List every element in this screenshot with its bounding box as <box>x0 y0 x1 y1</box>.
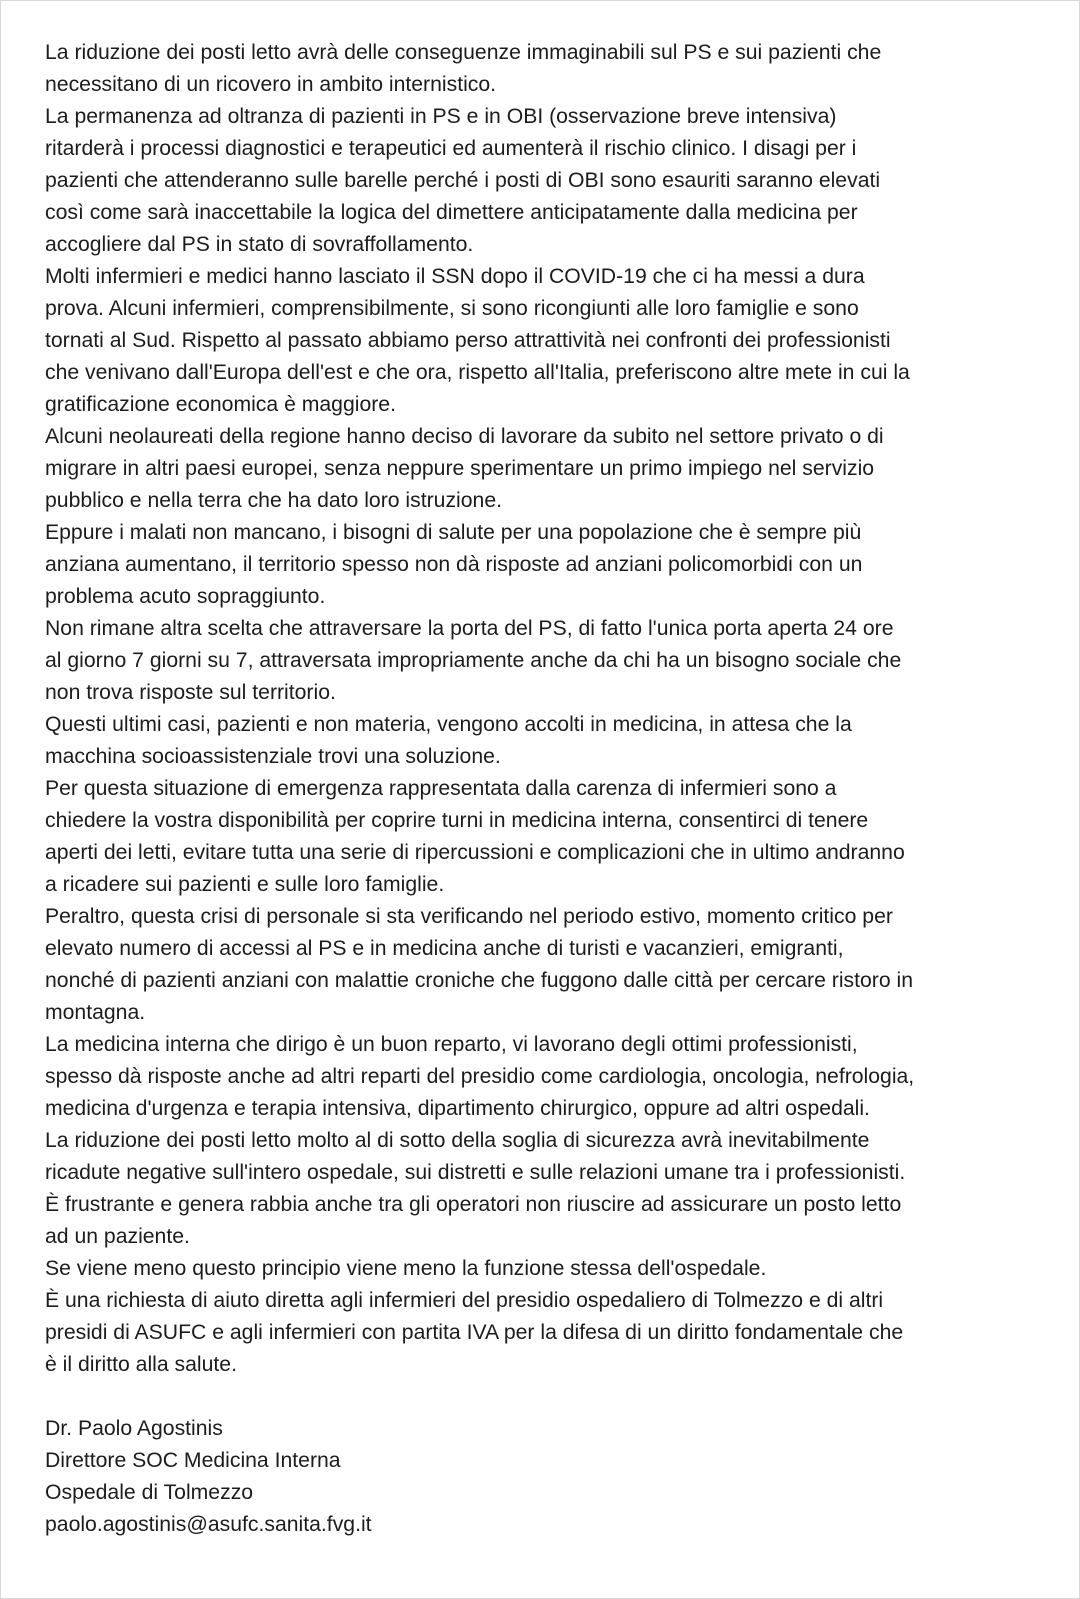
body-line: Eppure i malati non mancano, i bisogni di salute per una popolazione che è sempre più <box>45 521 862 544</box>
body-line: montagna. <box>45 1001 146 1024</box>
body-line: necessitano di un ricovero in ambito internistico. <box>45 73 497 96</box>
body-line: problema acuto sopraggiunto. <box>45 585 326 608</box>
body-line: chiedere la vostra disponibilità per coprire turni in medicina interna, consentirci di tenere <box>45 809 869 832</box>
body-line: pubblico e nella terra che ha dato loro istruzione. <box>45 489 502 512</box>
body-line: non trova risposte sul territorio. <box>45 681 336 704</box>
body-line: La riduzione dei posti letto avrà delle conseguenze immaginabili sul PS e sui pazienti che <box>45 41 882 64</box>
body-line: prova. Alcuni infermieri, comprensibilmente, si sono ricongiunti alle loro famiglie e sono <box>45 297 859 320</box>
body-line: È una richiesta di aiuto diretta agli infermieri del presidio ospedaliero di Tolmezzo e di altri <box>45 1289 884 1312</box>
body-line: gratificazione economica è maggiore. <box>45 393 396 416</box>
body-line: spesso dà risposte anche ad altri reparti del presidio come cardiologia, oncologia, nefrologia, <box>45 1065 915 1088</box>
body-line: ritarderà i processi diagnostici e terapeutici ed aumenterà il rischio clinico. I disagi per i <box>45 137 857 160</box>
body-line: nonché di pazienti anziani con malattie croniche che fuggono dalle città per cercare ristoro in <box>45 969 914 992</box>
signature-role: Direttore SOC Medicina Interna <box>45 1449 341 1472</box>
body-line: così come sarà inaccettabile la logica del dimettere anticipatamente dalla medicina per <box>45 201 858 224</box>
body-line: ricadute negative sull'intero ospedale, sui distretti e sulle relazioni umane tra i professionisti. <box>45 1161 906 1184</box>
signature-email-link[interactable]: paolo.agostinis@asufc.sanita.fvg.it <box>45 1513 372 1536</box>
body-line: tornati al Sud. Rispetto al passato abbiamo perso attrattività nei confronti dei professionisti <box>45 329 891 352</box>
body-line: elevato numero di accessi al PS e in medicina anche di turisti e vacanzieri, emigranti, <box>45 937 844 960</box>
body-line: macchina socioassistenziale trovi una soluzione. <box>45 745 501 768</box>
body-line: Non rimane altra scelta che attraversare la porta del PS, di fatto l'unica porta aperta 24 ore <box>45 617 894 640</box>
body-line: aperti dei letti, evitare tutta una serie di ripercussioni e complicazioni che in ultimo andranno <box>45 841 905 864</box>
body-line: è il diritto alla salute. <box>45 1353 237 1376</box>
letter-content <box>45 37 1050 1541</box>
signature-spacer <box>45 1381 1050 1413</box>
body-line: pazienti che attenderanno sulle barelle perché i posti di OBI sono esauriti saranno elevati <box>45 169 881 192</box>
signature-hospital: Ospedale di Tolmezzo <box>45 1481 254 1504</box>
body-line: Per questa situazione di emergenza rappresentata dalla carenza di infermieri sono a <box>45 777 837 800</box>
body-line: Molti infermieri e medici hanno lasciato il SSN dopo il COVID-19 che ci ha messi a dura <box>45 265 865 288</box>
letter-body <box>45 37 1050 1381</box>
body-line: Alcuni neolaureati della regione hanno deciso di lavorare da subito nel settore privato o di <box>45 425 884 448</box>
body-line: Peraltro, questa crisi di personale si sta verificando nel periodo estivo, momento critico per <box>45 905 893 928</box>
signature-email-line <box>45 1509 1050 1541</box>
body-line: La medicina interna che dirigo è un buon reparto, vi lavorano degli ottimi professionisti, <box>45 1033 858 1056</box>
body-line: ad un paziente. <box>45 1225 190 1248</box>
body-line: a ricadere sui pazienti e sulle loro famiglie. <box>45 873 445 896</box>
body-line: presidi di ASUFC e agli infermieri con partita IVA per la difesa di un diritto fondamentale che <box>45 1321 904 1344</box>
body-line: che venivano dall'Europa dell'est e che ora, rispetto all'Italia, preferiscono altre mete in cui la <box>45 361 910 384</box>
body-line: Questi ultimi casi, pazienti e non materia, vengono accolti in medicina, in attesa che la <box>45 713 852 736</box>
body-line: È frustrante e genera rabbia anche tra gli operatori non riuscire ad assicurare un posto letto <box>45 1193 902 1216</box>
body-line: accogliere dal PS in stato di sovraffollamento. <box>45 233 474 256</box>
signature-name: Dr. Paolo Agostinis <box>45 1417 223 1440</box>
signature-block <box>45 1413 1050 1541</box>
body-line: migrare in altri paesi europei, senza neppure sperimentare un primo impiego nel servizio <box>45 457 875 480</box>
body-line: medicina d'urgenza e terapia intensiva, dipartimento chirurgico, oppure ad altri ospedali. <box>45 1097 870 1120</box>
body-line: La permanenza ad oltranza di pazienti in PS e in OBI (osservazione breve intensiva) <box>45 105 837 128</box>
body-line: al giorno 7 giorni su 7, attraversata impropriamente anche da chi ha un bisogno sociale che <box>45 649 902 672</box>
body-line: Se viene meno questo principio viene meno la funzione stessa dell'ospedale. <box>45 1257 767 1280</box>
body-line: La riduzione dei posti letto molto al di sotto della soglia di sicurezza avrà inevitabilmente <box>45 1129 870 1152</box>
body-line: anziana aumentano, il territorio spesso non dà risposte ad anziani policomorbidi con un <box>45 553 863 576</box>
